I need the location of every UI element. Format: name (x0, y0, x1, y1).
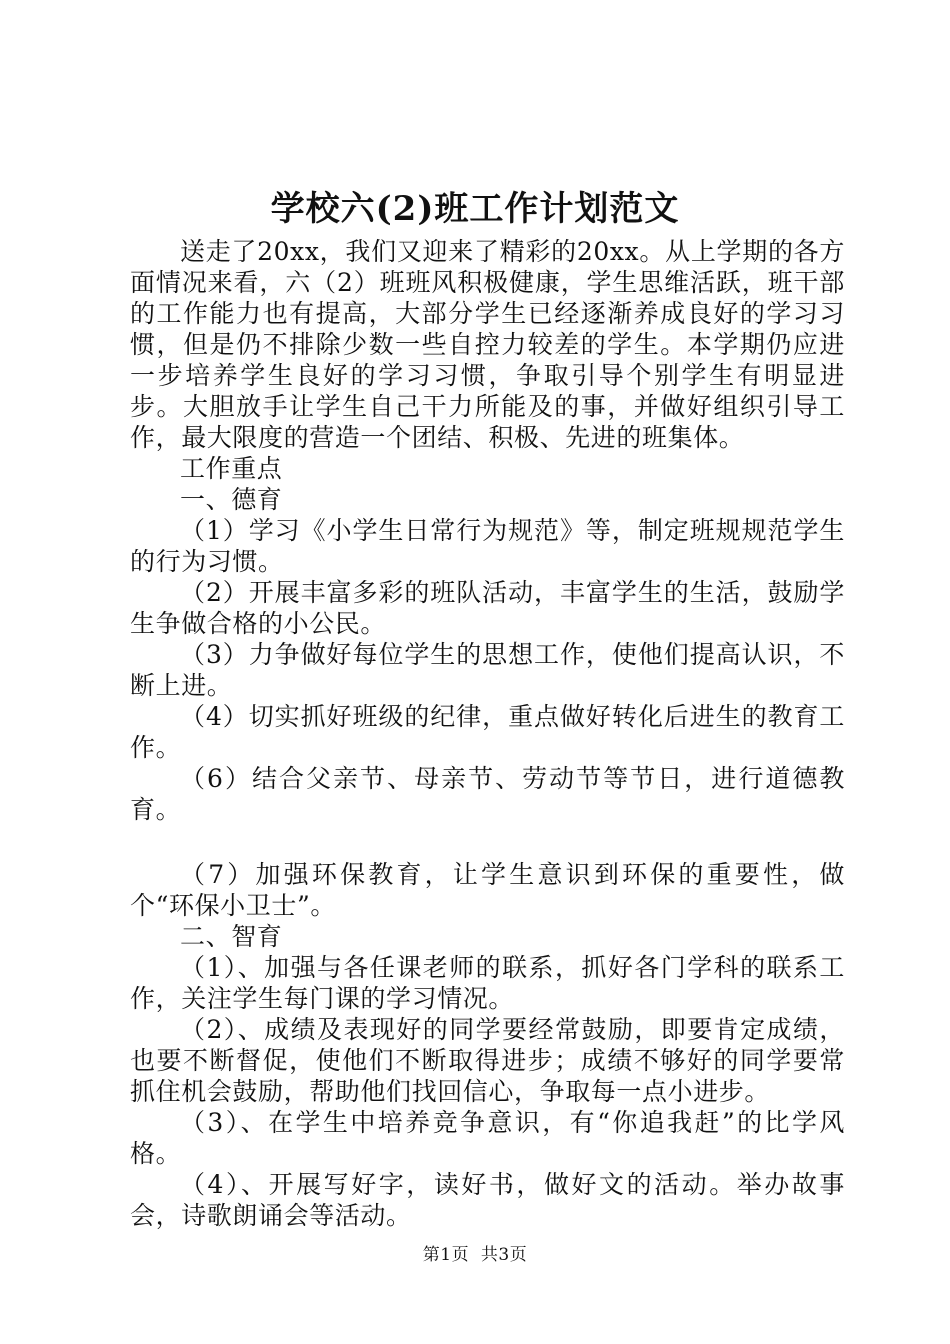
list-item: （3）力争做好每位学生的思想工作，使他们提高认识，不断上进。 (130, 640, 845, 700)
list-item: （2）、成绩及表现好的同学要经常鼓励，即要肯定成绩，也要不断督促，使他们不断取得进步；成绩不够好的同学要常抓住机会鼓励，帮助他们找回信心，争取每一点小进步。 (130, 1015, 845, 1106)
list-item: （3）、在学生中培养竞争意识，有“你追我赶”的比学风格。 (130, 1108, 845, 1168)
document-title: 学校六(2)班工作计划范文 (270, 189, 680, 229)
document-body (130, 236, 845, 1231)
list-item: （4）切实抓好班级的纪律，重点做好转化后进生的教育工作。 (130, 702, 845, 762)
list-item: （4）、开展写好字，读好书，做好文的活动。举办故事会，诗歌朗诵会等活动。 (130, 1170, 845, 1230)
section-heading-intellectual-education: 二、智育 (180, 922, 283, 951)
list-item: （2）开展丰富多彩的班队活动，丰富学生的生活，鼓励学生争做合格的小公民。 (130, 578, 845, 638)
list-item: （1）、加强与各任课老师的联系，抓好各门学科的联系工作，关注学生每门课的学习情况。 (130, 953, 845, 1013)
section-heading-moral-education: 一、德育 (180, 485, 283, 514)
list-item: （7）加强环保教育，让学生意识到环保的重要性，做个“环保小卫士”。 (130, 860, 845, 920)
section-heading-work-focus: 工作重点 (180, 454, 283, 483)
intro-paragraph: 送走了20xx，我们又迎来了精彩的20xx。从上学期的各方面情况来看，六（2）班班风积极健康，学生思维活跃，班干部的工作能力也有提高，大部分学生已经逐渐养成良好的学习习惯，但是仍不排除少数一些自控力较差的学生。本学期仍应进一步培养学生良好的学习习惯，争取引导个别学生有明显进步。大胆放手让学生自己干力所能及的事，并做好组织引导工作，最大限度的营造一个团结、积极、先进的班集体。 (130, 237, 845, 452)
page-number-label: 第1页 共3页 (422, 1245, 528, 1265)
list-item: （1）学习《小学生日常行为规范》等，制定班规规范学生的行为习惯。 (130, 516, 845, 576)
page-number-footer (0, 1244, 950, 1266)
list-item: （6）结合父亲节、母亲节、劳动节等节日，进行道德教育。 (130, 764, 845, 824)
